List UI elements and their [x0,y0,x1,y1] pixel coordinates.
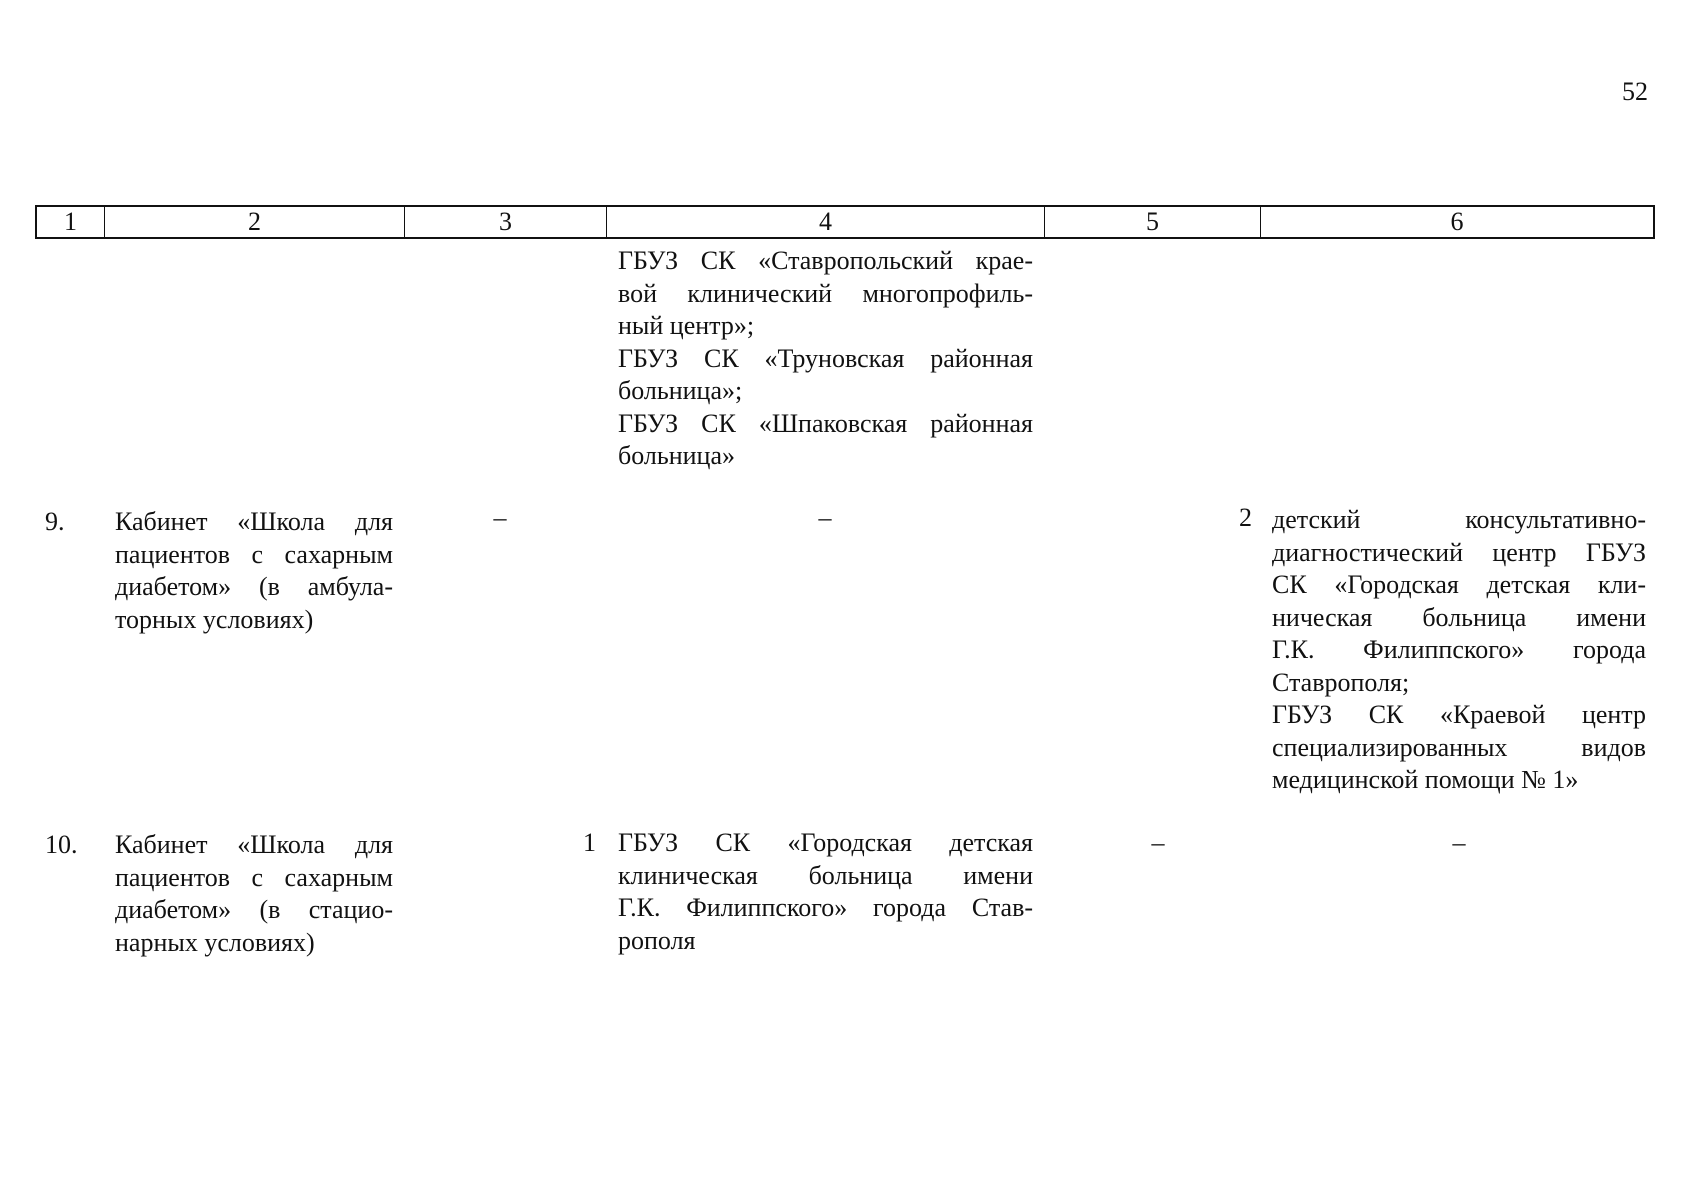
text-line: диагностический центр ГБУЗ [1272,537,1646,567]
text-line: ГБУЗ СК «Краевой центр [1272,700,1646,729]
row-10-col5: – [1151,828,1165,857]
text-line: клиническая больница имени [618,860,1033,890]
word: детский [1272,505,1361,534]
row-9-col4: – [818,503,832,532]
row-10-number: 10. [45,830,78,859]
text-line: Г.К. Филиппского» города Став- [618,893,1033,922]
header-col-6: 6 [1450,207,1464,236]
text-line: рополя [618,925,696,955]
text-line: больница» [618,441,735,470]
header-col-5: 5 [1045,207,1261,237]
text-line: Ставрополя; [1272,667,1410,697]
row-10-col6: – [1452,828,1466,857]
text-line: ный центр»; [618,311,755,340]
row-10-col4 [618,827,1033,957]
text-line: ГБУЗ СК «Городская детская [618,828,1033,857]
page-number: 52 [1622,77,1648,106]
text-line: медицинской помощи № 1» [1272,765,1579,794]
text-line: ГБУЗ СК «Ставропольский крае- [618,246,1033,275]
table-header-row [35,205,1655,239]
header-col-3: 3 [405,207,607,237]
text-line: СК «Городская детская кли- [1272,570,1646,599]
row-9-number: 9. [45,507,65,536]
row-9-name [115,506,393,636]
text-line: Кабинет «Школа для [115,507,393,536]
text-line: ГБУЗ СК «Труновская районная [618,343,1033,373]
continuation-col4 [618,245,1033,473]
text-line: торных условиях) [115,604,314,634]
row-9-col3: – [493,503,507,532]
text-line: больница»; [618,376,743,405]
header-col-4: 4 [607,207,1045,237]
row-10-col3: 1 [583,828,596,857]
text-line [1272,504,1646,537]
text-line: ническая больница имени [1272,602,1646,632]
word: консультативно- [1465,505,1646,534]
row-10-name [115,829,393,959]
header-col-1: 1 [37,207,105,237]
text-line: вой клинический многопрофиль- [618,278,1033,308]
text-line: пациентов с сахарным [115,539,393,569]
header-col-2: 2 [105,207,405,237]
text-line: Г.К. Филиппского» города [1272,635,1646,664]
text-line: диабетом» (в стацио- [115,895,393,924]
row-9-col5: 2 [1239,503,1252,532]
text-line: ГБУЗ СК «Шпаковская районная [618,408,1033,438]
text-line: Кабинет «Школа для [115,830,393,859]
text-line: нарных условиях) [115,927,315,957]
text-line: пациентов с сахарным [115,862,393,892]
text-line: специализированных видов [1272,732,1646,762]
text-line: диабетом» (в амбула- [115,572,393,601]
row-9-col6 [1272,504,1646,797]
